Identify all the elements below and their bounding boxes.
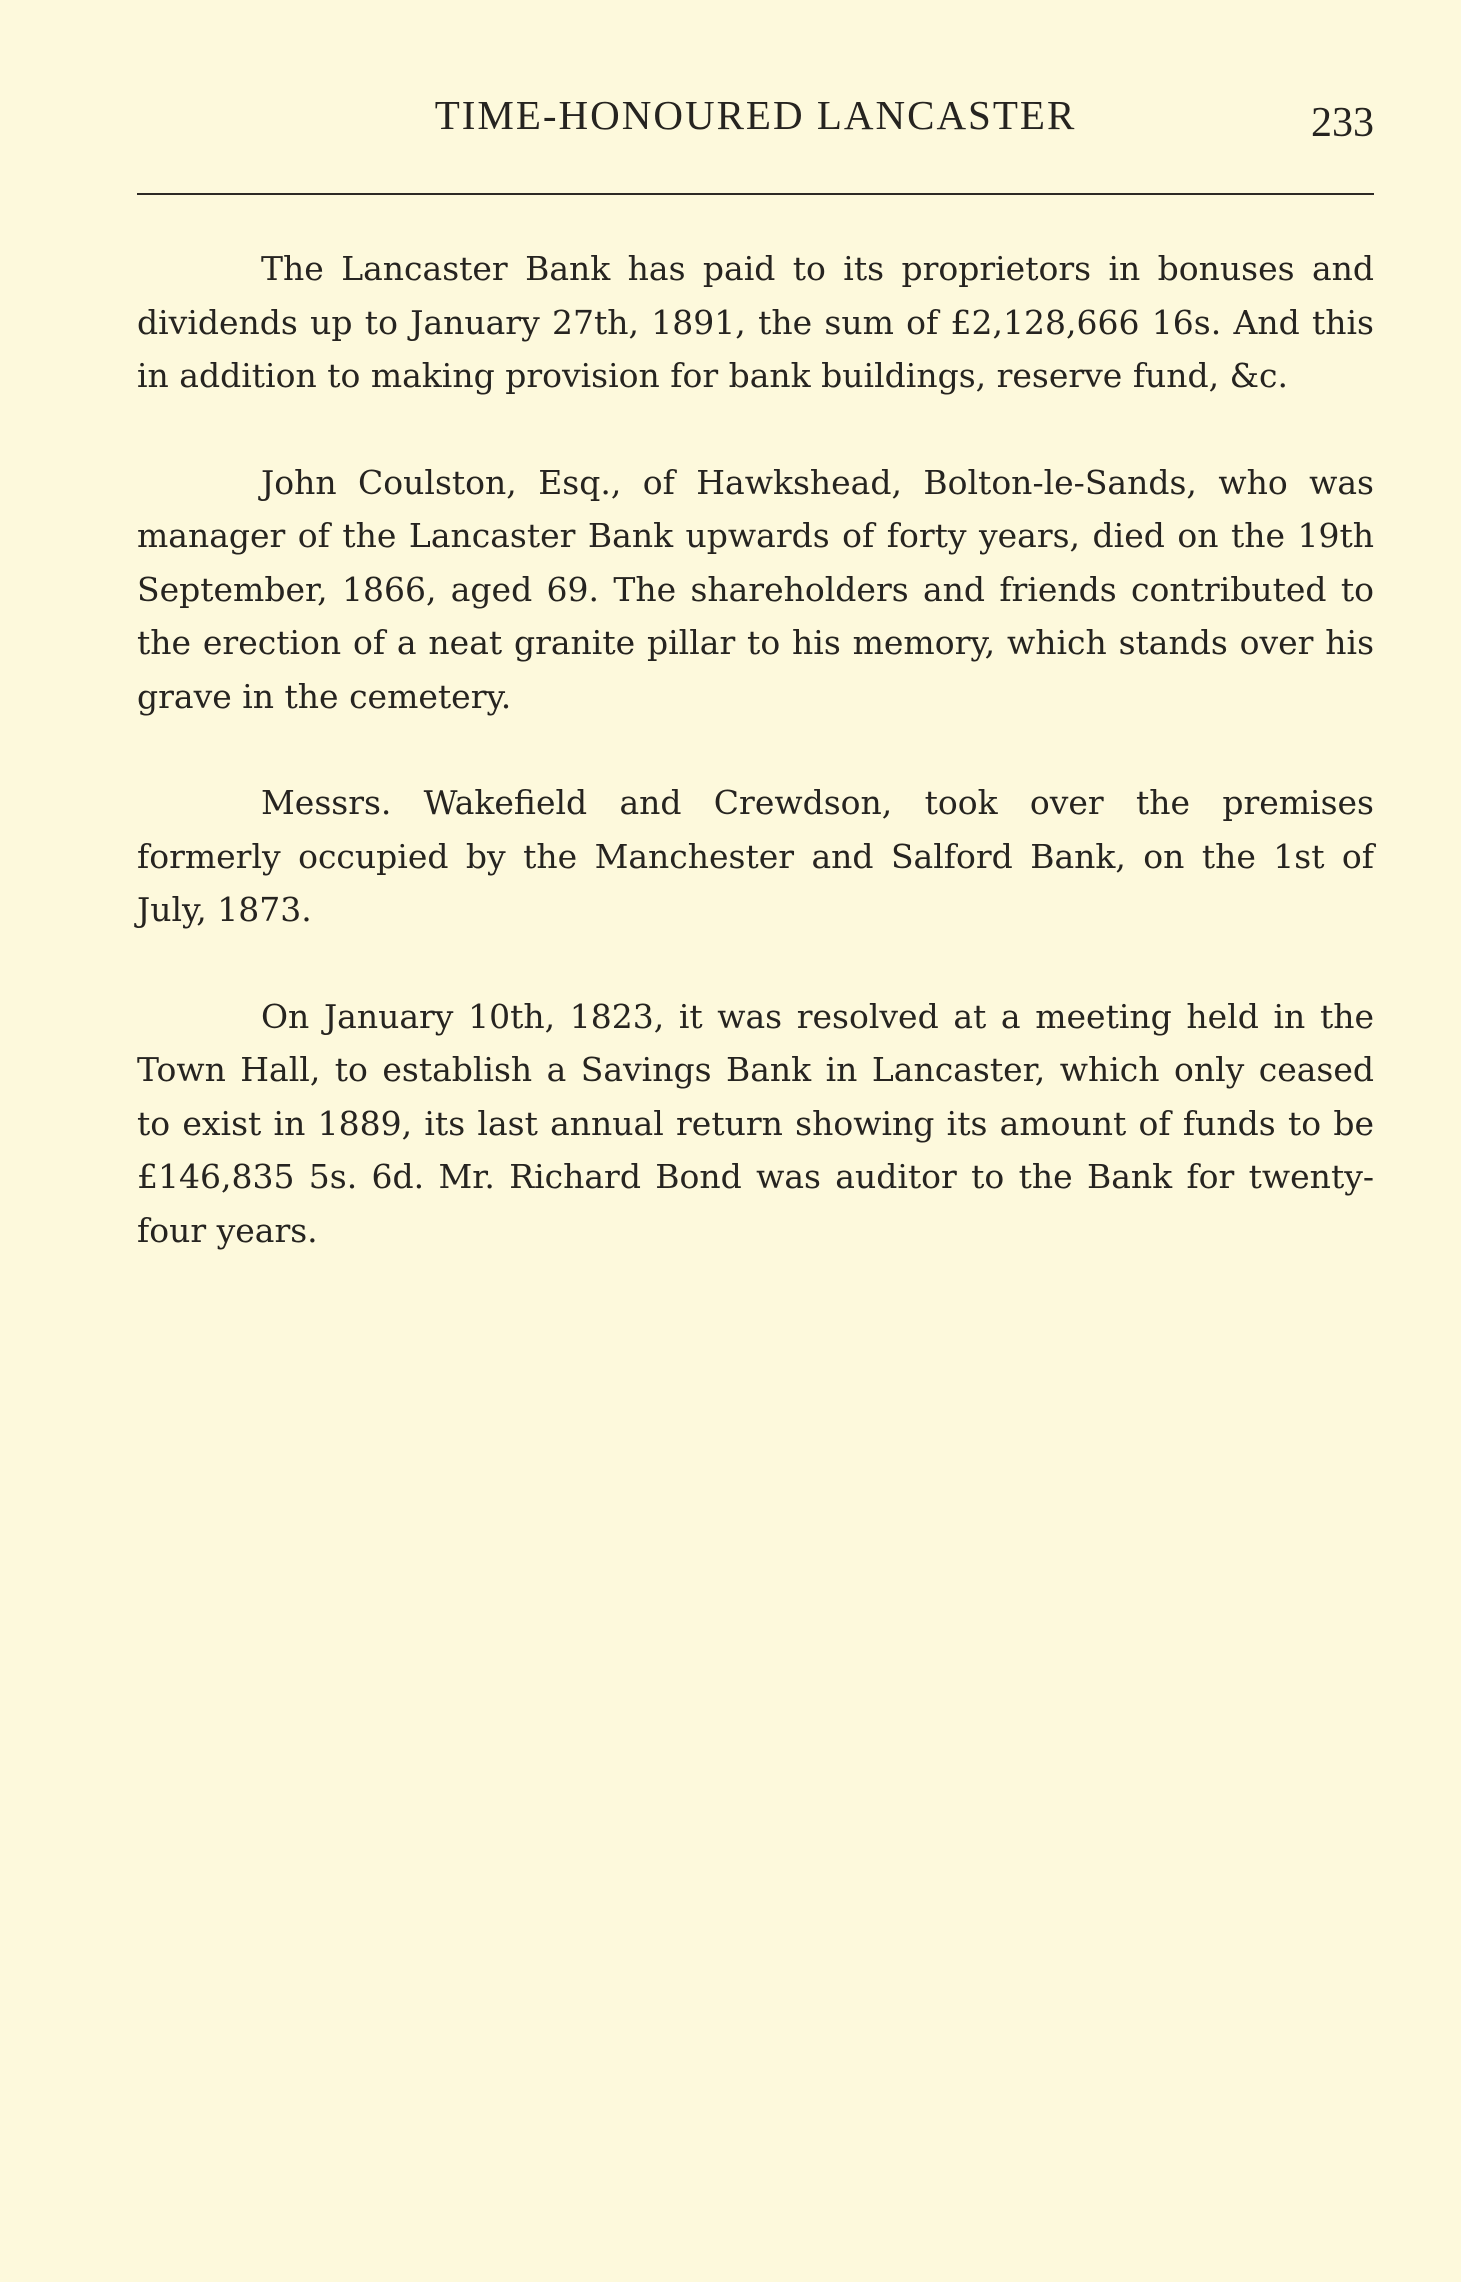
paragraph-wakefield-crewdson: Messrs. Wakefield and Crewdson, took over the premises formerly occupied by the Manchester and Salford Bank, on the 1st of July, 1873.	[137, 783, 1374, 929]
page-number: 233	[1311, 100, 1374, 146]
running-head	[137, 90, 1374, 150]
paragraph-lancaster-bank-dividends: The Lancaster Bank has paid to its proprietors in bonuses and dividends up to January 27th, 1891, the sum of £2,128,666 16s. And this in addition to making provision for bank buildings, reserve fund, &c.	[137, 249, 1374, 395]
body-text	[137, 242, 1374, 1310]
paragraph-john-coulston: John Coulston, Esq., of Hawkshead, Bolton-le-Sands, who was manager of the Lancaster Bank upwards of forty years, died on the 19th September, 1866, aged 69. The shareholders and friends contributed to the erection of a neat granite pillar to his memory, which stands over his grave in the cemetery.	[137, 462, 1374, 716]
header-rule	[137, 193, 1374, 195]
running-title: TIME-HONOURED LANCASTER	[434, 92, 1077, 138]
paragraph-savings-bank: On January 10th, 1823, it was resolved at a meeting held in the Town Hall, to establish a Savings Bank in Lancaster, which only ceased to exist in 1889, its last annual return showing its amount of funds to be £146,835 5s. 6d. Mr. Richard Bond was auditor to the Bank for twenty-four years.	[137, 996, 1374, 1250]
